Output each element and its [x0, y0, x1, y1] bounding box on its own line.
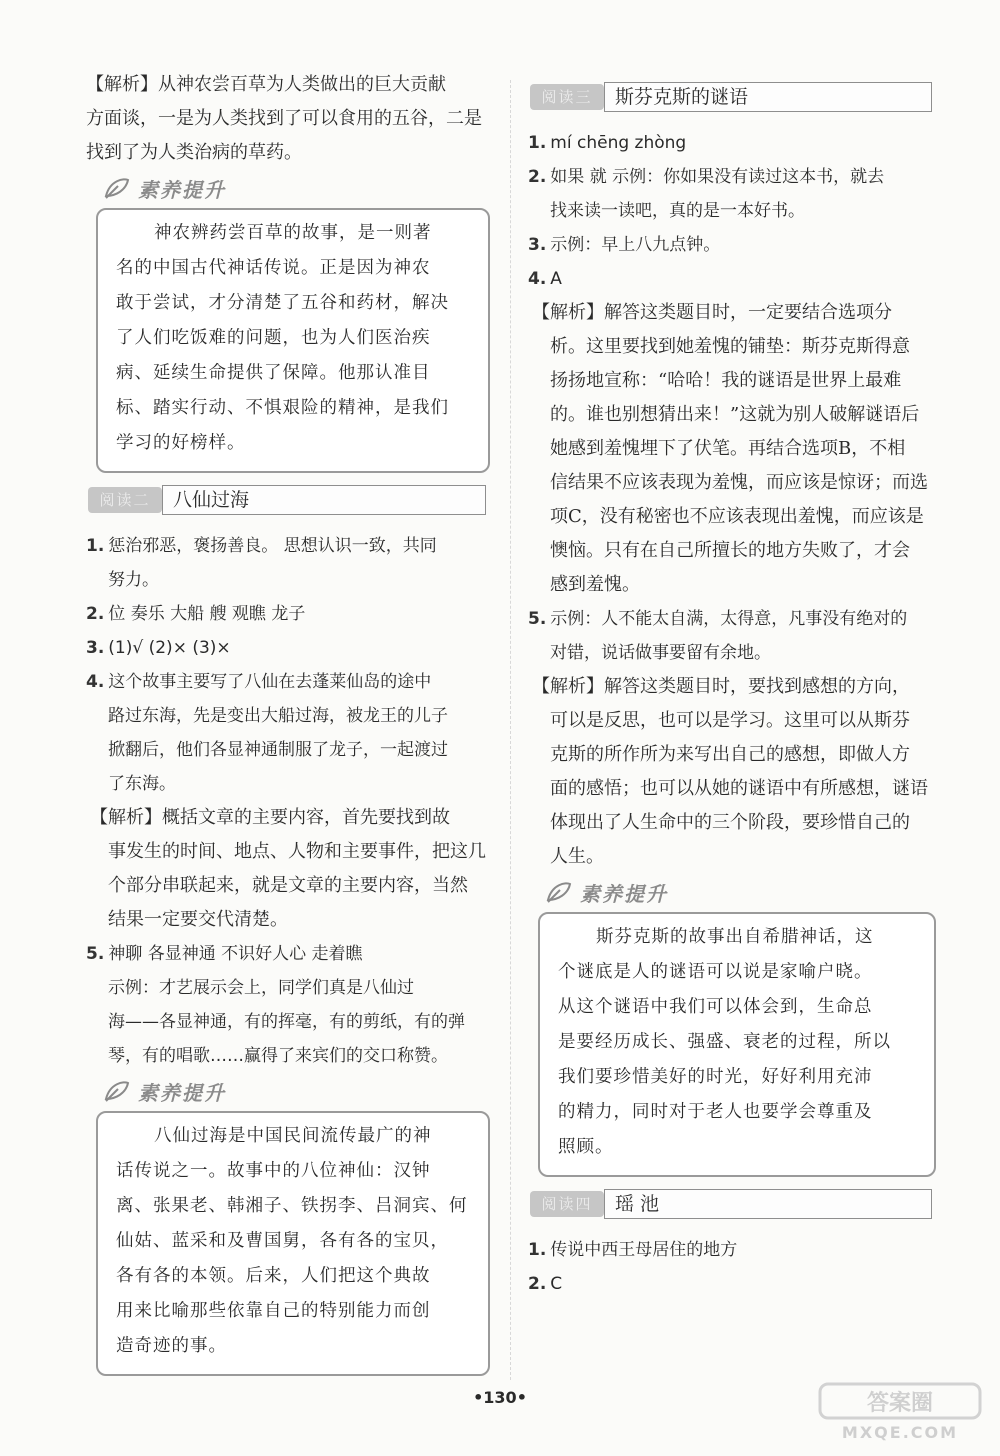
box-text-line: 各有各的本领。后来，人们把这个典故	[116, 1266, 431, 1286]
box-text-line: 八仙过海是中国民间流传最广的神	[154, 1126, 432, 1146]
box-text-line: 了人们吃饭难的问题，也为人们医治疾	[116, 328, 431, 348]
analysis-line: 的。谁也别想猜出来！”这就为别人破解谜语后	[550, 404, 920, 425]
answer-2: 2. C	[528, 1274, 563, 1294]
svg-text:答案圈: 答案圈	[866, 1391, 934, 1416]
box-text-line: 学习的好榜样。	[116, 433, 246, 453]
box-text-line: 个谜底是人的谜语可以说是家喻户晓。	[558, 962, 873, 982]
page-number: •130•	[473, 1388, 527, 1407]
answer-4-line: 了东海。	[108, 774, 176, 794]
section-title: 斯芬克斯的谜语	[604, 82, 932, 112]
answer-2: 2. 位 奏乐 大船 艘 观瞧 龙子	[86, 604, 306, 624]
analysis-line: 析。这里要找到她羞愧的铺垫：斯芬克斯得意	[550, 336, 910, 357]
analysis-line: 扬扬地宣称：“哈哈！我的谜语是世界上最难	[550, 370, 902, 391]
analysis-line: 结果一定要交代清楚。	[108, 909, 288, 930]
column-divider	[510, 80, 511, 1380]
section-number: 阅读四	[530, 1191, 604, 1217]
example-line: 海——各显神通，有的挥毫，有的剪纸，有的弹	[108, 1012, 465, 1032]
answer-5-analysis	[528, 670, 940, 874]
answer-3: 3. (1)√ (2)× (3)×	[86, 638, 231, 658]
answer-5-example	[86, 971, 494, 1073]
analysis-line: 事发生的时间、地点、人物和主要事件，把这几	[108, 841, 486, 862]
analysis-line: 个部分串联起来，就是文章的主要内容，当然	[108, 875, 468, 896]
answer-1: 1. 惩治邪恶，褒扬善良。 思想认识一致，共同	[86, 536, 437, 556]
analysis-line: 项C，没有秘密也不应该表现出羞愧，而应该是	[550, 506, 924, 527]
suyang-box-2	[96, 1111, 490, 1376]
watermark-logo	[816, 1380, 986, 1444]
analysis-line: 【解析】概括文章的主要内容，首先要找到故	[90, 807, 450, 828]
box-text-line: 病、延续生命提供了保障。他那认准目	[116, 363, 431, 383]
answer-3: 3. 示例：早上八九点钟。	[528, 235, 721, 255]
box-text-line: 神农辨药尝百草的故事，是一则著	[154, 223, 432, 243]
answer-4: 4. A	[528, 269, 562, 289]
right-column	[528, 80, 940, 1301]
box-text-line: 照顾。	[558, 1137, 614, 1157]
answer-4-analysis	[86, 801, 494, 937]
watermark-text: MXQE.COM	[841, 1423, 959, 1442]
section-title: 瑶 池	[604, 1189, 932, 1219]
section-number: 阅读三	[530, 84, 604, 110]
text-line: 方面谈，一是为人类找到了可以食用的五谷，二是	[86, 108, 482, 129]
answer-4-analysis	[528, 296, 940, 602]
suyang-heading-1	[86, 172, 494, 208]
example-line: 示例：才艺展示会上，同学们真是八仙过	[108, 978, 414, 998]
analysis-line: 感到羞愧。	[550, 574, 640, 595]
analysis-line: 懊恼。只有在自己所擅长的地方失败了，才会	[550, 540, 910, 561]
answer-1-cont: 努力。	[108, 570, 159, 590]
example-line: 琴，有的唱歌……赢得了来宾们的交口称赞。	[108, 1046, 448, 1066]
intro-analysis	[86, 68, 494, 170]
box-text-line: 敢于尝试，才分清楚了五谷和药材，解决	[116, 293, 449, 313]
analysis-line: 信结果不应该表现为羞愧，而应该是惊讶；而选	[550, 472, 928, 493]
leaf-icon	[104, 176, 130, 200]
answer-5: 5. 神聊 各显神通 不识好人心 走着瞧	[86, 944, 363, 964]
box-text-line: 的精力，同时对于老人也要学会尊重及	[558, 1102, 873, 1122]
text-line: 【解析】从神农尝百草为人类做出的巨大贡献	[86, 74, 446, 95]
analysis-line: 克斯的所作所为来写出自己的感想，即做人方	[550, 744, 910, 765]
box-text-line: 是要经历成长、强盛、衰老的过程，所以	[558, 1032, 891, 1052]
analysis-line: 她感到羞愧埋下了伏笔。再结合选项B，不相	[550, 438, 906, 459]
text-line: 找到了为人类治病的草药。	[86, 142, 302, 163]
box-text-line: 造奇迹的事。	[116, 1336, 227, 1356]
box-text-line: 用来比喻那些依靠自己的特别能力而创	[116, 1301, 431, 1321]
section-number: 阅读二	[88, 487, 162, 513]
section-header-4	[528, 1187, 940, 1223]
analysis-line: 面的感悟；也可以从她的谜语中有所感想，谜语	[550, 778, 928, 799]
left-column	[86, 68, 494, 1386]
suyang-title: 素养提升	[138, 178, 226, 202]
box-text-line: 话传说之一。故事中的八位神仙：汉钟	[116, 1161, 431, 1181]
box-text-line: 从这个谜语中我们可以体会到，生命总	[558, 997, 873, 1017]
suyang-title: 素养提升	[138, 1081, 226, 1105]
analysis-line: 人生。	[550, 846, 604, 867]
analysis-line: 【解析】解答这类题目时，要找到感想的方向，	[532, 676, 910, 697]
suyang-box-3	[538, 912, 936, 1177]
answer-2-cont: 找来读一读吧，真的是一本好书。	[550, 201, 805, 221]
section-header-3	[528, 80, 940, 116]
answer-2: 2. 如果 就 示例：你如果没有读过这本书，就去	[528, 167, 885, 187]
box-text-line: 我们要珍惜美好的时光，好好利用充沛	[558, 1067, 873, 1087]
box-text-line: 离、张果老、韩湘子、铁拐李、吕洞宾、何	[116, 1196, 468, 1216]
suyang-box-1	[96, 208, 490, 473]
analysis-line: 【解析】解答这类题目时，一定要结合选项分	[532, 302, 892, 323]
answer-4-line: 路过东海，先是变出大船过海，被龙王的儿子	[108, 706, 448, 726]
box-text-line: 标、踏实行动、不惧艰险的精神，是我们	[116, 398, 449, 418]
answer-4: 4. 这个故事主要写了八仙在去蓬莱仙岛的途中	[86, 672, 432, 692]
answer-1: 1. 传说中西王母居住的地方	[528, 1240, 738, 1260]
leaf-icon	[104, 1079, 130, 1103]
leaf-icon	[546, 880, 572, 904]
analysis-line: 体现出了人生命中的三个阶段，要珍惜自己的	[550, 812, 910, 833]
section-title: 八仙过海	[162, 485, 486, 515]
section-header-2	[86, 483, 494, 519]
answer-4-line: 掀翻后，他们各显神通制服了龙子，一起渡过	[108, 740, 448, 760]
box-text-line: 名的中国古代神话传说。正是因为神农	[116, 258, 431, 278]
suyang-heading-3	[528, 876, 940, 912]
answer-1: 1. mí chēng zhòng	[528, 133, 687, 153]
answer-5-cont: 对错，说话做事要留有余地。	[550, 643, 771, 663]
box-text-line: 斯芬克斯的故事出自希腊神话，这	[596, 927, 874, 947]
suyang-title: 素养提升	[580, 882, 668, 906]
analysis-line: 可以是反思，也可以是学习。这里可以从斯芬	[550, 710, 910, 731]
box-text-line: 仙姑、蓝采和及曹国舅，各有各的宝贝，	[116, 1231, 449, 1251]
suyang-heading-2	[86, 1075, 494, 1111]
answer-5: 5. 示例：人不能太自满，太得意，凡事没有绝对的	[528, 609, 908, 629]
